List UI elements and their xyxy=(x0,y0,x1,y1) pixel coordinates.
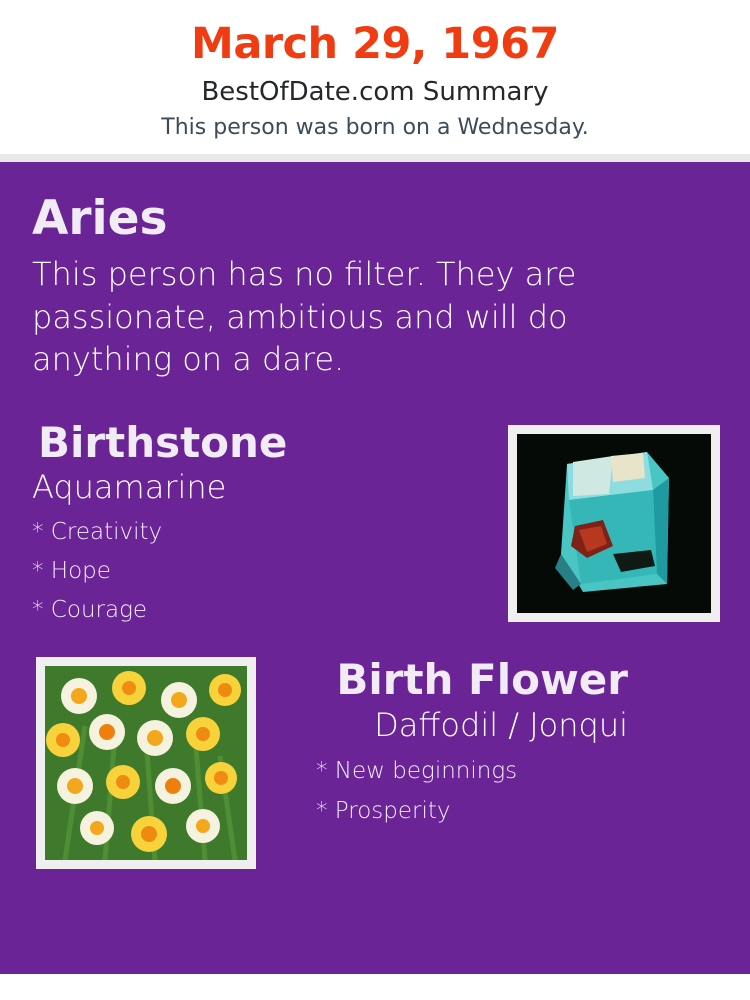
birthflower-name: Daffodil / Jonqui xyxy=(374,705,628,744)
page-header xyxy=(0,0,750,154)
summary-panel xyxy=(0,162,750,974)
zodiac-section xyxy=(32,191,720,380)
zodiac-sign-name: Aries xyxy=(32,191,168,247)
birthflower-section xyxy=(32,657,720,877)
birthstone-section xyxy=(32,420,720,623)
birthflower-image xyxy=(36,657,256,869)
site-summary-label: BestOfDate.com Summary xyxy=(201,77,549,108)
birthflower-traits xyxy=(280,758,628,824)
aquamarine-crystal-icon xyxy=(517,434,711,613)
birthflower-text xyxy=(280,657,720,823)
birthstone-trait: * Courage xyxy=(32,597,148,624)
birthflower-title: Birth Flower xyxy=(336,655,628,705)
birthflower-trait: * New beginnings xyxy=(316,757,518,784)
birthstone-trait: * Creativity xyxy=(32,519,163,546)
birthstone-title: Birthstone xyxy=(38,418,288,468)
birth-weekday-text: This person was born on a Wednesday. xyxy=(161,115,589,141)
birthflower-trait: * Prosperity xyxy=(316,797,451,824)
birthstone-image-inner xyxy=(517,434,711,613)
birthflower-image-inner xyxy=(45,666,247,860)
zodiac-description: This person has no filter. They are passionate, ambitious and will do anything on a dare. xyxy=(32,255,577,378)
birthstone-trait: * Hope xyxy=(32,558,111,585)
birthstone-image xyxy=(508,425,720,622)
page-title: March 29, 1967 xyxy=(191,19,559,69)
header-divider xyxy=(0,154,750,162)
daffodil-flowers-icon xyxy=(45,666,247,860)
birthstone-name: Aquamarine xyxy=(32,468,227,507)
